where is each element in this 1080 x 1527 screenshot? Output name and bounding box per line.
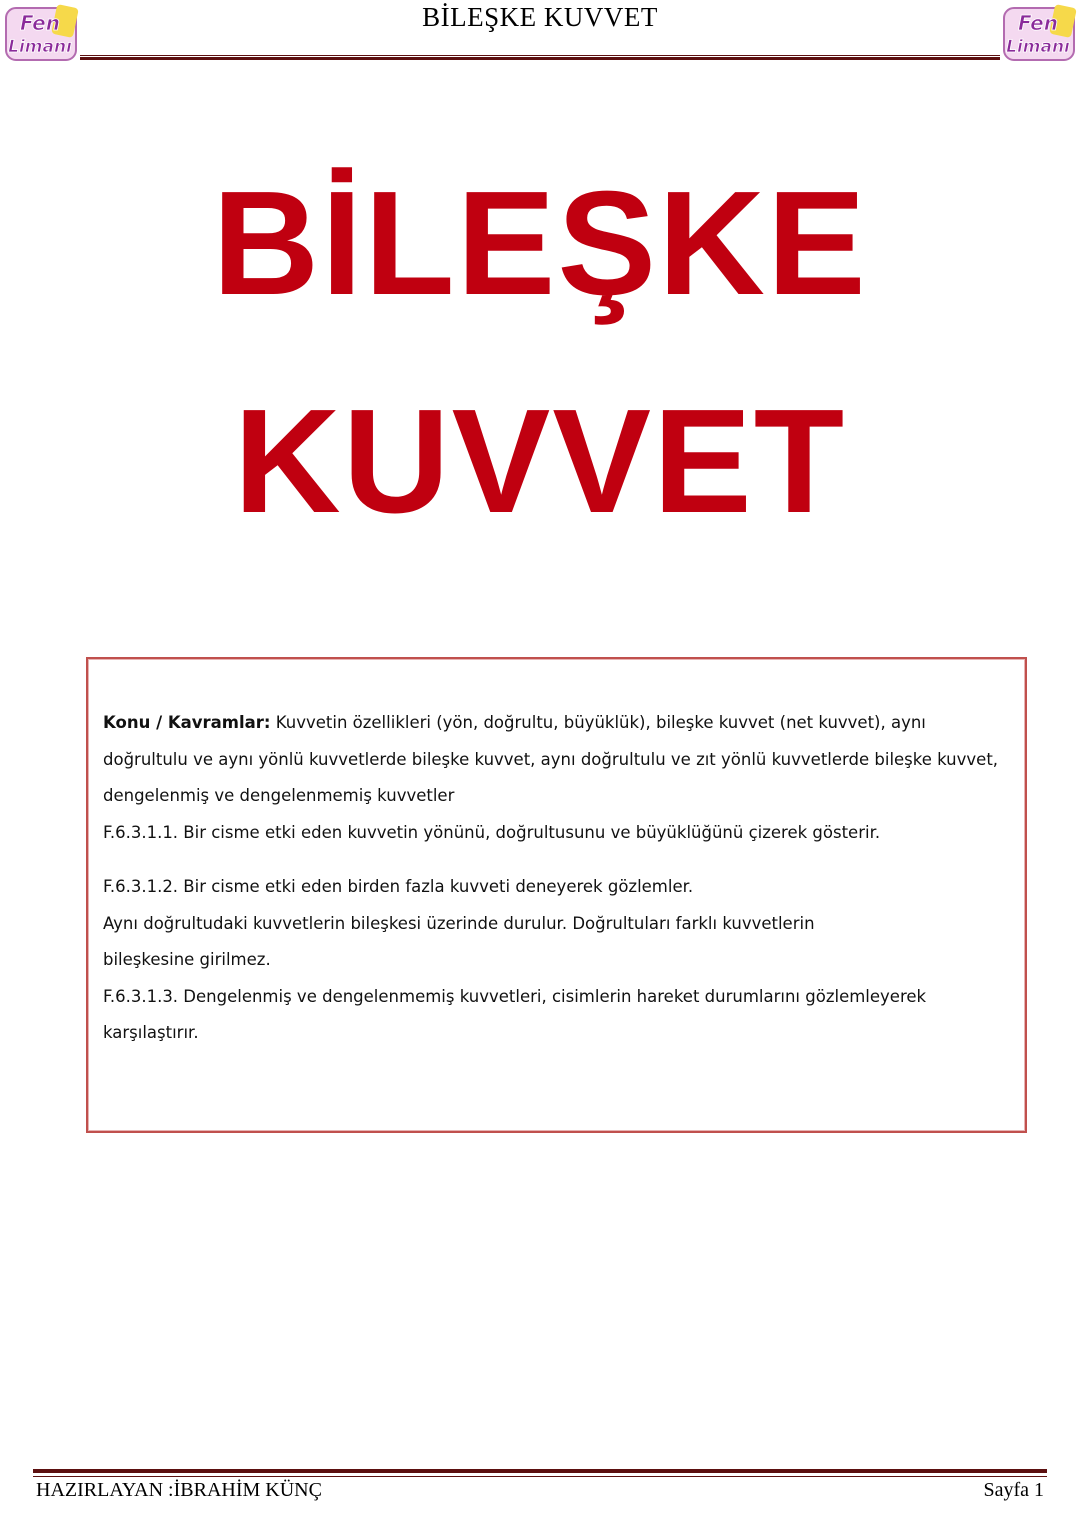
concepts-text: Kuvvetin özellikleri (yön, doğrultu, büyüklük), bileşke kuvvet (net kuvvet), aynı doğrultulu ve aynı yönlü kuvvetlerde bileşke kuvvet, aynı doğrultulu ve zıt yönlü kuvvetlerde bileşke kuvvet, dengelenmiş ve dengelenmemiş kuvvetler <box>103 713 999 805</box>
svg-text:Fen: Fen <box>20 11 60 35</box>
svg-text:Fen: Fen <box>1018 11 1058 35</box>
concepts-paragraph <box>103 705 1011 815</box>
header-title: BİLEŞKE KUVVET <box>422 2 658 32</box>
outcome-1: F.6.3.1.1. Bir cisme etki eden kuvvetin yönünü, doğrultusunu ve büyüklüğünü çizerek gösterir. <box>103 822 881 842</box>
cover-title-line2: KUVVET <box>233 379 847 544</box>
svg-text:Limanı: Limanı <box>8 37 72 57</box>
header-divider <box>80 55 1000 60</box>
cover-title-line1: BİLEŞKE <box>212 161 868 326</box>
outcome-2: F.6.3.1.2. Bir cisme etki eden birden fazla kuvveti deneyerek gözlemler. <box>103 877 694 896</box>
concepts-label: Konu / Kavramlar: <box>103 713 271 732</box>
topic-info-box <box>86 657 1027 1133</box>
footer-divider <box>33 1469 1047 1477</box>
outcome-2-note: Aynı doğrultudaki kuvvetlerin bileşkesi üzerinde durulur. Doğrultuları farklı kuvvetlerin bileşkesine girilmez. <box>103 913 815 969</box>
outcome-3: F.6.3.1.3. Dengelenmiş ve dengelenmemiş kuvvetleri, cisimlerin hareket durumlarını gözlemleyerek karşılaştırır. <box>103 986 927 1042</box>
svg-text:Limanı: Limanı <box>1006 37 1070 57</box>
page-number: Sayfa 1 <box>983 1479 1044 1501</box>
footer-author: HAZIRLAYAN :İBRAHİM KÜNÇ <box>36 1479 322 1501</box>
fen-limani-logo <box>1000 2 1078 64</box>
